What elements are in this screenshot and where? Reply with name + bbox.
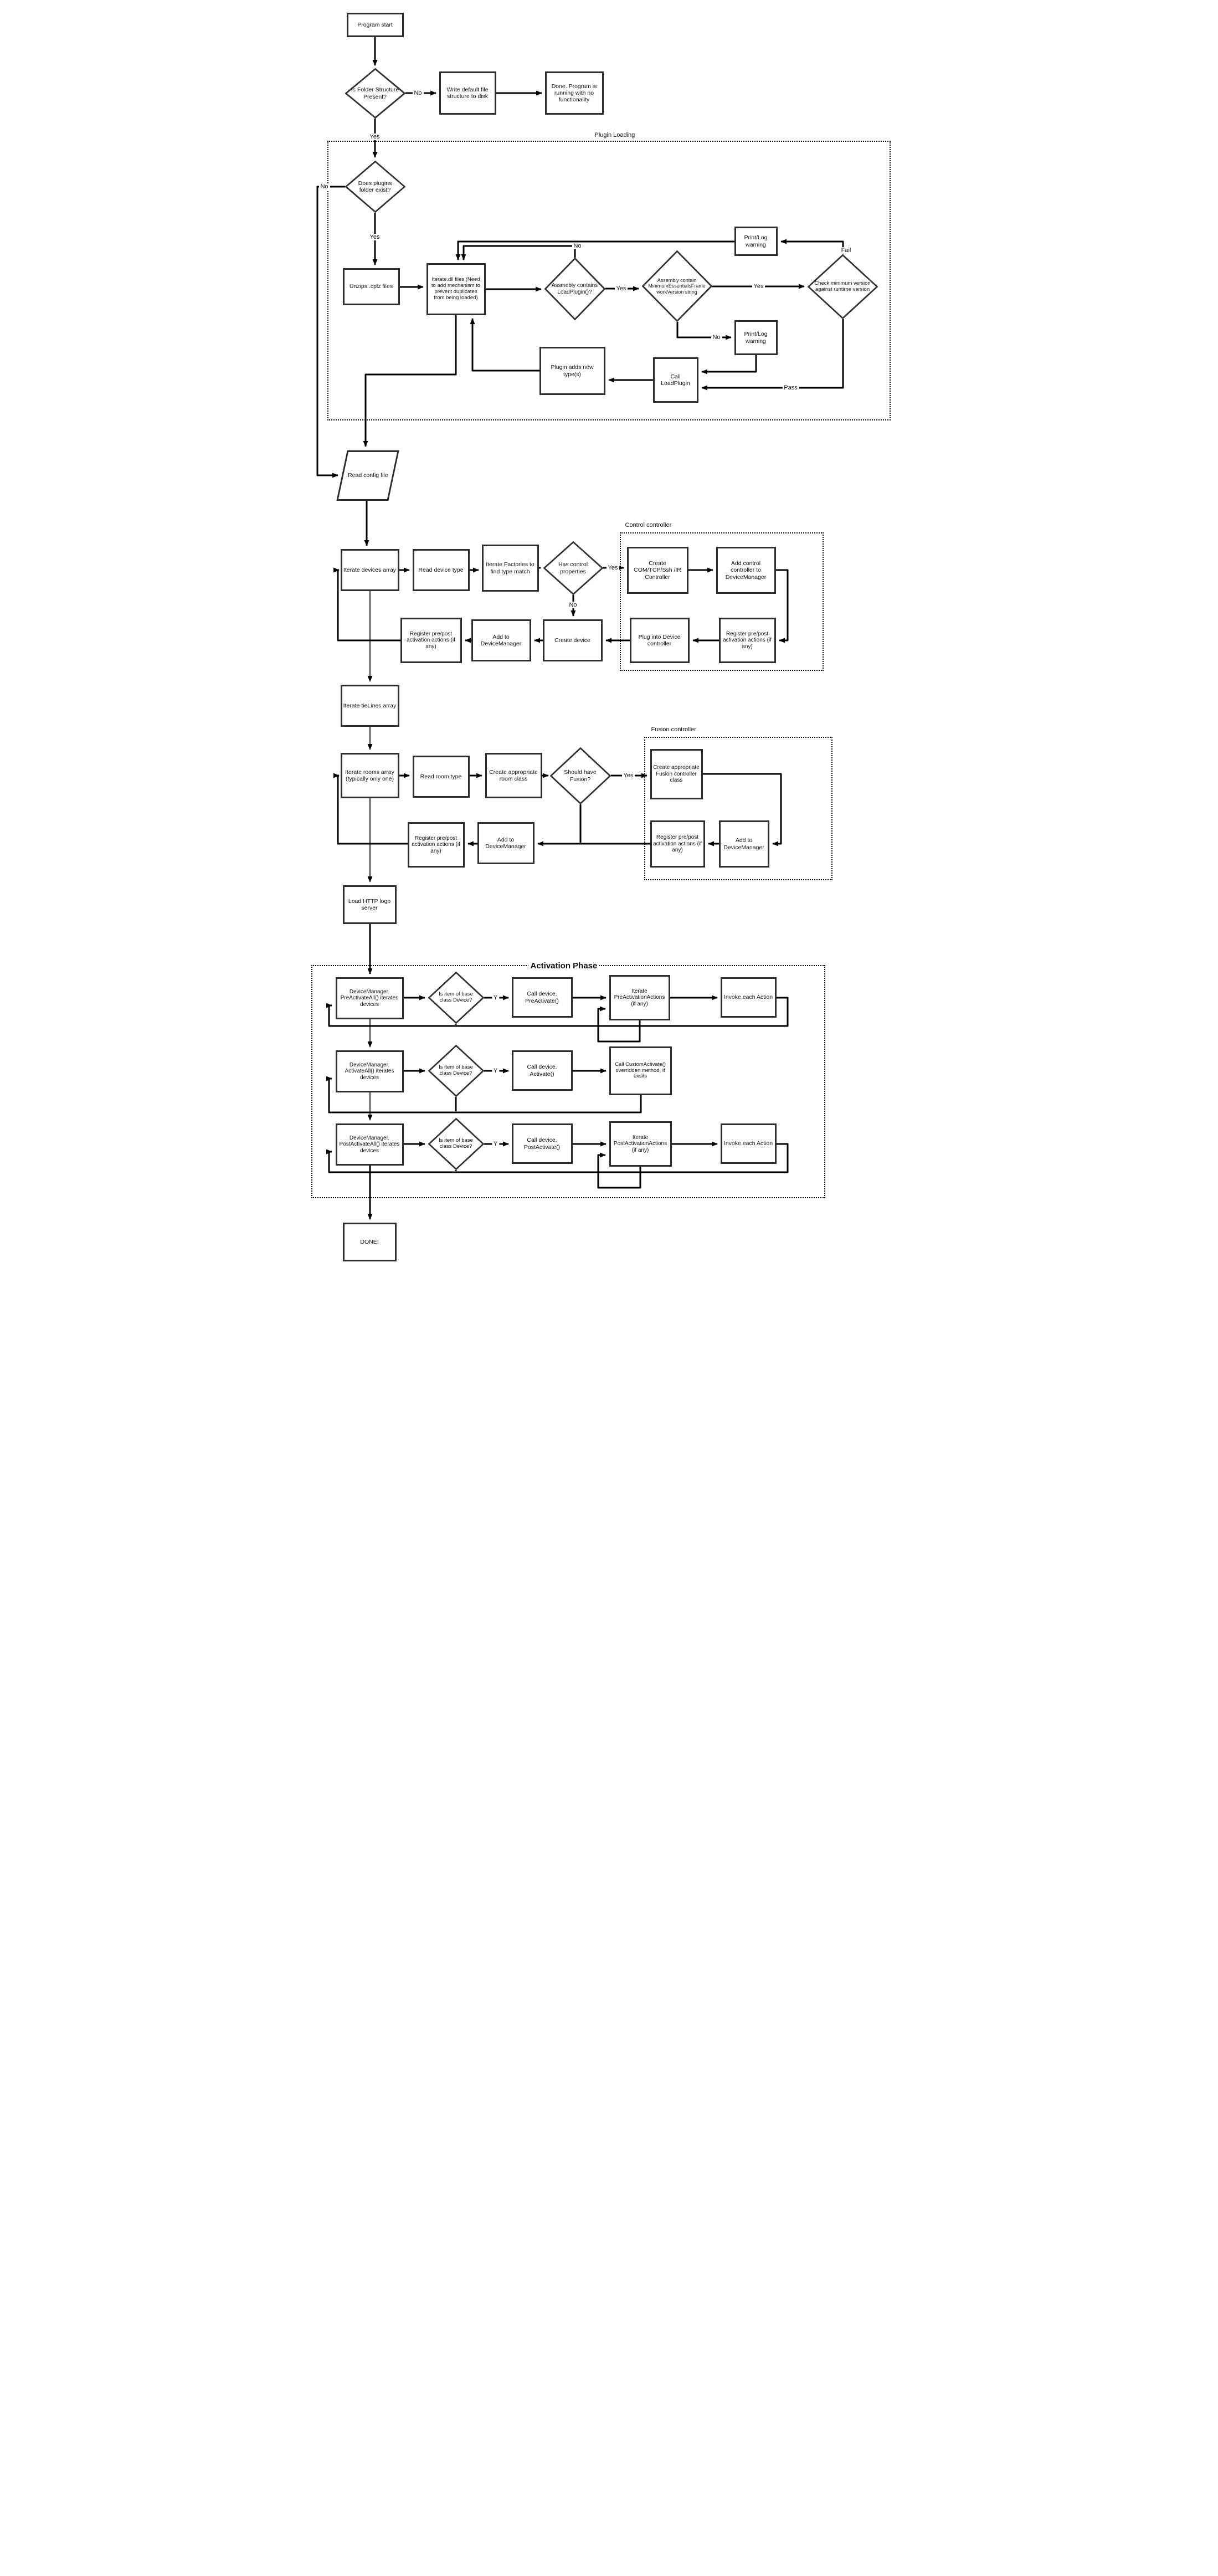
flow-node-create-com xyxy=(627,547,688,594)
flow-node-printlog-warning-1 xyxy=(734,227,778,256)
node-label: Is item of base class Device? xyxy=(439,1137,473,1150)
edge-label: Yes xyxy=(368,134,382,140)
flow-node-hascontrol-diamond xyxy=(543,541,603,595)
flow-node-iterate-preact xyxy=(609,975,670,1020)
flow-node-checkmin-diamond xyxy=(808,254,878,319)
node-label: Is Folder Structure Present? xyxy=(351,86,399,100)
node-label: Call CustomActivate() overridden method, if exsits xyxy=(615,1061,666,1080)
node-label: Done. Program is running with no functionality xyxy=(551,83,597,104)
flow-node-unzips xyxy=(343,268,400,305)
flow-node-shouldfusion-diamond xyxy=(550,747,611,804)
flow-node-iterate-postact xyxy=(609,1121,672,1167)
node-label: Iterate tieLines array xyxy=(343,702,397,709)
node-label: DeviceManager. ActivateAll() iterates devices xyxy=(345,1061,394,1081)
flow-node-invoke-action-2 xyxy=(721,1123,777,1164)
flowchart-canvas xyxy=(305,0,914,1291)
flow-node-register-fusion xyxy=(650,820,705,868)
flow-node-loadplugin-diamond xyxy=(544,258,605,320)
edge-label: No xyxy=(567,602,578,608)
node-label: Has control properties xyxy=(558,561,588,575)
flow-node-read-device-type xyxy=(413,549,470,591)
flow-node-add-dm-room xyxy=(477,822,535,864)
node-label: Unzips .cplz files xyxy=(349,283,393,290)
node-label: Iterate devices array xyxy=(343,566,397,573)
node-label: Register pre/post activation actions (if any) xyxy=(412,835,460,854)
node-label: Create appropriate room class xyxy=(489,768,538,782)
flow-node-call-preactivate xyxy=(512,977,573,1018)
edge-label: No xyxy=(572,243,583,249)
edge-label: Fail xyxy=(840,247,853,254)
node-label: Call device. PreActivate() xyxy=(525,991,559,1004)
node-label: Add to DeviceManager xyxy=(480,633,522,647)
flow-node-read-config xyxy=(336,450,399,501)
flow-node-create-room-class xyxy=(485,753,542,798)
flow-node-isitem3-diamond xyxy=(428,1118,484,1170)
group-title: Activation Phase xyxy=(528,961,600,971)
node-label: DeviceManager. PreActivateAll() iterates devices xyxy=(340,988,399,1008)
edge-label: No xyxy=(412,90,423,96)
flow-node-dm-postactivate xyxy=(336,1123,404,1166)
node-label: Read device type xyxy=(418,566,464,573)
flow-node-call-custom xyxy=(609,1046,672,1095)
node-label: Call device. PostActivate() xyxy=(523,1137,561,1151)
node-label: Does plugins folder exist? xyxy=(358,179,392,193)
flow-node-add-control-dm xyxy=(716,547,776,594)
node-label: Invoke each Action xyxy=(723,994,773,1001)
flow-node-register-ctrl xyxy=(719,618,776,663)
edge-label: Yes xyxy=(615,285,628,292)
flow-node-iterate-dll xyxy=(426,263,486,315)
node-label: Print/Log warning xyxy=(744,331,768,345)
flow-node-minessentials-diamond xyxy=(642,250,712,322)
node-label: DONE! xyxy=(360,1238,379,1245)
node-label: Load HTTP logo server xyxy=(348,897,391,911)
flow-node-register-room xyxy=(408,822,465,868)
group-box xyxy=(327,141,891,420)
node-label: Assmebly contains LoadPlugin()? xyxy=(551,283,598,295)
edge-label: Y xyxy=(492,994,499,1001)
node-label: Call LoadPlugin xyxy=(661,373,690,387)
edge-label: No xyxy=(318,183,330,190)
node-label: Iterate.dll files (Need to add mechanism to prevent duplicates from being loaded) xyxy=(431,276,481,301)
node-label: Check minimum version against runtime version xyxy=(814,280,871,293)
edge-label: Yes xyxy=(607,565,620,571)
edge-label: Yes xyxy=(622,772,635,779)
node-label: Plugin adds new type(s) xyxy=(551,364,594,378)
edge-label: Y xyxy=(492,1068,499,1074)
node-label: Read config file xyxy=(347,472,388,479)
node-label: Register pre/post activation actions (if any) xyxy=(653,834,702,854)
node-label: Is item of base class Device? xyxy=(439,1064,473,1076)
node-label: Create COM/TCP/Ssh /IR Controller xyxy=(634,560,681,581)
node-label: Create device xyxy=(554,637,590,644)
node-label: Add control controller to DeviceManager xyxy=(725,560,767,581)
edge-label: No xyxy=(711,334,722,341)
flow-node-iterate-devices xyxy=(341,549,399,591)
flow-node-iterate-rooms xyxy=(341,753,399,798)
edge-label: Y xyxy=(492,1141,499,1147)
flow-node-read-room-type xyxy=(413,756,470,798)
node-label: Assembly contain MinimumEssentialsFrameworkVersion string xyxy=(648,277,706,295)
edge-label: Yes xyxy=(752,283,765,290)
node-label: Print/Log warning xyxy=(744,234,768,248)
node-label: Write default file structure to disk xyxy=(446,86,489,100)
node-label: Create appropriate Fusion controller class xyxy=(653,764,700,784)
flow-node-plugins-diamond xyxy=(345,161,405,213)
flow-node-printlog-warning-2 xyxy=(734,320,778,355)
flow-node-write-default xyxy=(439,71,496,115)
node-label: Iterate Factories to find type match xyxy=(486,561,535,575)
flow-node-folder-diamond xyxy=(345,68,405,119)
flow-node-done-final xyxy=(343,1223,397,1261)
node-label: Is item of base class Device? xyxy=(439,991,473,1003)
node-label: Program start xyxy=(357,21,393,28)
node-label: Invoke each Action xyxy=(723,1140,773,1147)
node-label: DeviceManager. PostActivateAll() iterates devices xyxy=(339,1135,400,1154)
node-label: Iterate PostActivationActions (if any) xyxy=(613,1134,667,1153)
node-label: Read room type xyxy=(420,773,462,780)
node-label: Iterate rooms array (typically only one) xyxy=(345,768,394,782)
flow-node-create-fusion xyxy=(650,749,703,799)
node-label: Add to DeviceManager xyxy=(723,837,764,851)
flow-node-isitem1-diamond xyxy=(428,972,484,1024)
flow-node-invoke-action-1 xyxy=(721,977,777,1018)
flow-node-add-dm-dev xyxy=(471,619,531,661)
flow-node-plug-into-device xyxy=(630,618,690,663)
node-label: Should have Fusion? xyxy=(564,769,597,783)
flow-node-register-dev xyxy=(400,618,462,663)
group-title: Plugin Loading xyxy=(593,132,638,138)
flow-node-done-nofunc xyxy=(545,71,604,115)
flow-node-create-device xyxy=(543,619,603,661)
group-title: Fusion controller xyxy=(649,726,698,733)
node-label: Add to DeviceManager xyxy=(485,836,526,850)
node-label: Call device. Activate() xyxy=(527,1064,557,1077)
flow-node-add-dm-fusion xyxy=(719,820,769,868)
flow-node-dm-activate xyxy=(336,1050,404,1092)
flow-node-dm-preactivate xyxy=(336,977,404,1019)
node-label: Register pre/post activation actions (if any) xyxy=(723,630,772,650)
edge-label: Yes xyxy=(368,234,382,240)
flow-node-call-loadplugin xyxy=(653,357,698,403)
flow-node-call-postactivate xyxy=(512,1123,573,1164)
flow-node-iterate-tielines xyxy=(341,685,399,727)
node-label: Iterate PreActivationActions (if any) xyxy=(614,988,665,1007)
node-label: Plug into Device controller xyxy=(638,633,681,647)
group-title: Control controller xyxy=(623,522,674,528)
node-label: Register pre/post activation actions (if any) xyxy=(407,630,455,650)
flow-node-iterate-factories xyxy=(482,545,539,592)
edge-label: Pass xyxy=(782,384,799,391)
flow-node-program-start xyxy=(347,13,404,37)
flow-node-plugin-adds-types xyxy=(539,347,605,395)
flow-node-isitem2-diamond xyxy=(428,1045,484,1097)
flow-node-load-http xyxy=(343,885,397,924)
flow-node-call-activate xyxy=(512,1050,573,1091)
